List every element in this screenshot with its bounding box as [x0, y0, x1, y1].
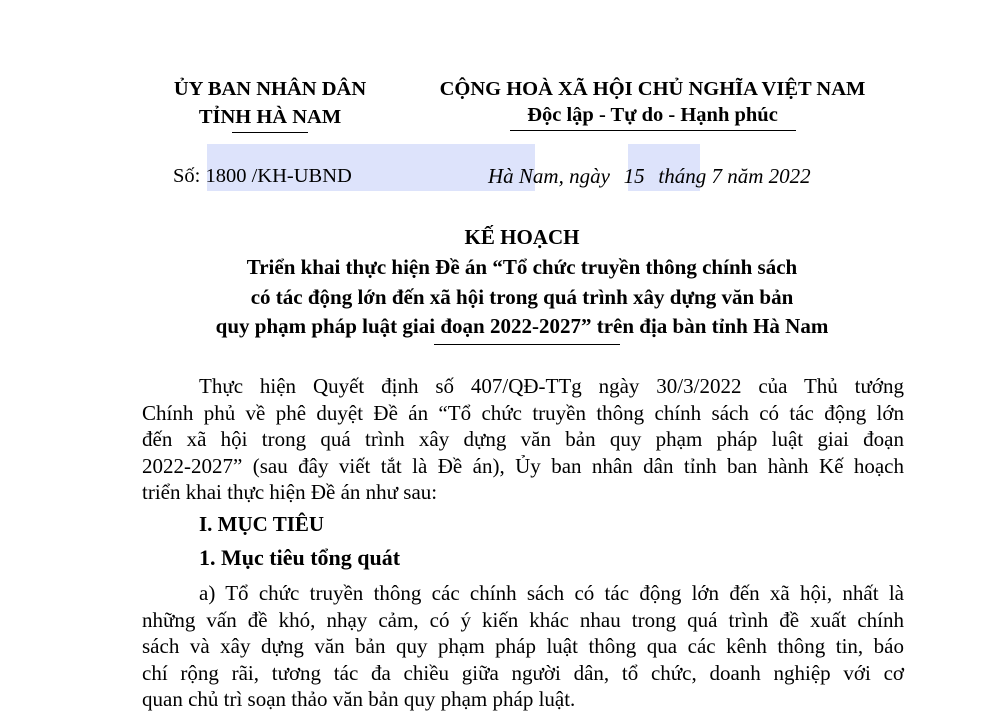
intro-paragraph [142, 373, 904, 506]
document-subtitle-line1: Triển khai thực hiện Đề án “Tổ chức truyền thông chính sách [246, 255, 798, 279]
right-header-underline [510, 130, 796, 131]
intro-line: 2022-2027” (sau đây viết tắt là Đề án), Ủy ban nhân dân tỉnh ban hành Kế hoạch [142, 453, 904, 478]
item-a-line: sách và xây dựng văn bản quy phạm pháp luật thông qua các kênh thông tin, báo [142, 634, 904, 658]
date-day: 15 [623, 164, 645, 188]
province-name: TỈNH HÀ NAM [198, 106, 342, 128]
document-subtitle-line2: có tác động lớn đến xã hội trong quá trình xây dựng văn bản [250, 285, 794, 309]
intro-line: đến xã hội trong quá trình xây dựng văn bản quy phạm pháp luật giai đoạn [142, 427, 904, 451]
intro-line: triển khai thực hiện Đề án như sau: [142, 480, 438, 504]
date-rest: tháng 7 năm 2022 [658, 164, 811, 188]
item-a-line: a) Tổ chức truyền thông các chính sách có tác động lớn đến xã hội, nhất là [199, 581, 904, 605]
document-title: KẾ HOẠCH [464, 225, 580, 249]
agency-name: ỦY BAN NHÂN DÂN [173, 78, 367, 100]
document-date [488, 164, 811, 189]
document-number-prefix: Số: [173, 165, 201, 187]
document-number-value: 1800 /KH-UBND [205, 165, 352, 187]
subsection-heading: 1. Mục tiêu tổng quát [199, 545, 401, 570]
intro-line: Chính phủ về phê duyệt Đề án “Tổ chức truyền thông chính sách có tác động lớn [142, 400, 904, 425]
left-header-underline [232, 132, 308, 133]
national-title: CỘNG HOÀ XÃ HỘI CHỦ NGHĨA VIỆT NAM [439, 78, 866, 100]
item-a-line: quan chủ trì soạn thảo văn bản quy phạm pháp luật. [142, 687, 576, 711]
intro-line: Thực hiện Quyết định số 407/QĐ-TTg ngày 30/3/2022 của Thủ tướng [199, 374, 904, 398]
title-underline [434, 344, 620, 345]
date-place: Hà Nam, ngày [488, 164, 610, 188]
item-a-line: chí rộng rãi, tương tác đa chiều giữa người dân, tổ chức, doanh nghiệp với cơ [142, 660, 904, 685]
document-number [173, 165, 352, 188]
item-a-paragraph [142, 580, 904, 713]
section-heading: I. MỤC TIÊU [199, 512, 325, 536]
document-subtitle-line3: quy phạm pháp luật giai đoạn 2022-2027” trên địa bàn tỉnh Hà Nam [215, 314, 829, 338]
item-a-line: những vấn đề khó, nhạy cảm, có ý kiến khác nhau trong quá trình đề xuất chính [142, 607, 904, 632]
national-motto: Độc lập - Tự do - Hạnh phúc [527, 104, 778, 126]
